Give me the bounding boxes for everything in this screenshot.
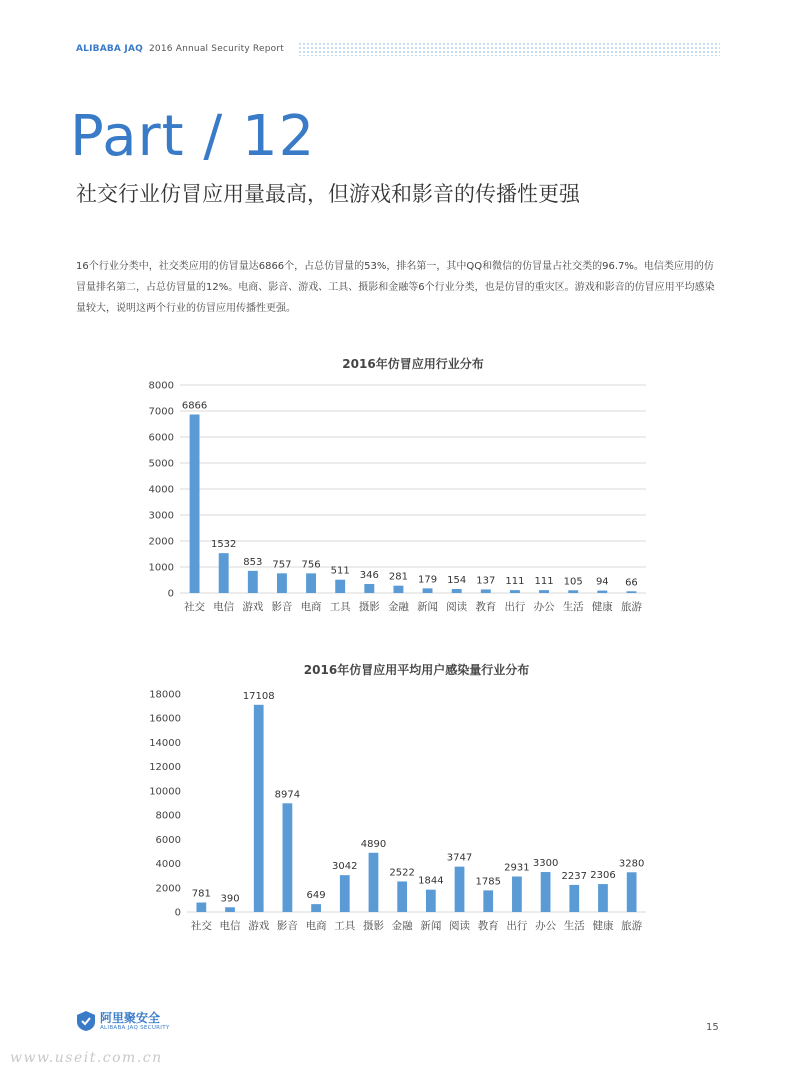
category-label: 影音 — [271, 601, 293, 613]
bar — [455, 867, 465, 912]
y-tick-label: 10000 — [149, 786, 181, 798]
bar — [340, 875, 350, 912]
part-title: Part / 12 — [70, 104, 316, 169]
y-tick-label: 6000 — [148, 432, 174, 444]
category-label: 出行 — [506, 920, 528, 932]
footer-logo-sub: ALIBABA JAQ SECURITY — [100, 1024, 170, 1031]
category-label: 工具 — [334, 920, 356, 932]
category-label: 出行 — [504, 601, 526, 613]
y-tick-label: 2000 — [148, 536, 174, 548]
category-label: 电商 — [305, 920, 327, 932]
data-label: 2306 — [590, 870, 616, 882]
data-label: 6866 — [181, 400, 208, 412]
data-label: 756 — [301, 559, 321, 571]
chart-title: 2016年仿冒应用平均用户感染量行业分布 — [303, 663, 530, 677]
bar — [539, 590, 549, 593]
data-label: 1785 — [475, 876, 501, 888]
category-label: 游戏 — [242, 601, 264, 613]
bar — [335, 580, 345, 593]
y-tick-label: 3000 — [148, 510, 174, 522]
y-tick-label: 2000 — [155, 883, 181, 895]
y-tick-label: 12000 — [149, 762, 181, 774]
bar — [196, 903, 206, 912]
y-tick-label: 18000 — [149, 689, 181, 701]
bar — [569, 885, 579, 912]
category-label: 金融 — [387, 601, 409, 613]
bar — [510, 590, 520, 593]
bar — [626, 591, 636, 593]
bar — [283, 803, 293, 912]
bar — [397, 881, 407, 912]
bar — [512, 877, 522, 912]
bar — [190, 414, 200, 593]
category-label: 旅游 — [620, 601, 642, 613]
data-label: 8974 — [274, 789, 301, 801]
data-label: 3280 — [618, 858, 645, 870]
header-dot-pattern — [298, 42, 720, 56]
data-label: 2931 — [504, 862, 530, 874]
category-label: 工具 — [329, 601, 351, 613]
data-label: 1844 — [418, 875, 444, 887]
data-label: 853 — [243, 556, 263, 568]
data-label: 111 — [505, 576, 525, 588]
category-label: 影音 — [276, 920, 298, 932]
data-label: 17108 — [242, 690, 275, 702]
bar — [483, 890, 493, 912]
header-title: 2016 Annual Security Report — [149, 44, 284, 54]
category-label: 教育 — [477, 920, 499, 932]
bar — [311, 904, 321, 912]
data-label: 66 — [625, 577, 638, 589]
section-subtitle: 社交行业仿冒应用量最高，但游戏和影音的传播性更强 — [76, 182, 580, 206]
data-label: 649 — [306, 890, 326, 902]
bar — [393, 586, 403, 593]
data-label: 2237 — [561, 870, 588, 882]
category-label: 电信 — [219, 920, 241, 932]
data-label: 390 — [220, 893, 240, 905]
y-tick-label: 0 — [174, 907, 181, 919]
y-tick-label: 4000 — [148, 484, 174, 496]
y-tick-label: 7000 — [148, 406, 174, 418]
shield-logo-icon — [76, 1010, 96, 1032]
chart-title: 2016年仿冒应用行业分布 — [342, 357, 484, 371]
data-label: 2522 — [389, 867, 415, 879]
data-label: 4890 — [360, 838, 387, 850]
y-tick-label: 14000 — [149, 737, 181, 749]
avg-infection-chart — [0, 655, 794, 945]
running-header — [76, 44, 284, 54]
y-tick-label: 6000 — [155, 834, 181, 846]
data-label: 346 — [359, 570, 379, 582]
bar — [568, 590, 578, 593]
y-tick-label: 8000 — [148, 380, 174, 392]
bar — [306, 573, 316, 593]
watermark: www.useit.com.cn — [10, 1050, 163, 1066]
category-label: 旅游 — [621, 920, 643, 932]
category-label: 阅读 — [446, 601, 468, 613]
category-label: 新闻 — [420, 920, 442, 932]
data-label: 111 — [534, 576, 554, 588]
category-label: 健康 — [592, 920, 614, 932]
bar — [423, 588, 433, 593]
category-label: 阅读 — [449, 920, 471, 932]
category-label: 办公 — [533, 601, 555, 613]
bar — [597, 591, 607, 593]
bar — [369, 853, 379, 912]
bar — [598, 884, 608, 912]
data-label: 3042 — [332, 861, 358, 873]
industry-distribution-chart — [0, 350, 794, 620]
bar — [481, 589, 491, 593]
bar — [225, 907, 235, 912]
bar — [248, 571, 258, 593]
y-tick-label: 0 — [167, 588, 174, 600]
bar — [254, 705, 264, 912]
page-number: 15 — [706, 1022, 719, 1033]
bar — [426, 890, 436, 912]
data-label: 511 — [330, 565, 350, 577]
category-label: 办公 — [535, 920, 557, 932]
data-label: 137 — [476, 575, 496, 587]
data-label: 154 — [447, 574, 467, 586]
data-label: 3747 — [446, 852, 473, 864]
data-label: 1532 — [210, 539, 237, 551]
data-label: 781 — [191, 888, 211, 900]
category-label: 教育 — [475, 601, 497, 613]
data-label: 179 — [418, 574, 438, 586]
bar — [219, 553, 229, 593]
category-label: 摄影 — [362, 920, 384, 932]
y-tick-label: 4000 — [155, 859, 181, 871]
footer-logo — [76, 1010, 170, 1032]
category-label: 摄影 — [358, 601, 380, 613]
y-tick-label: 1000 — [148, 562, 174, 574]
category-label: 健康 — [591, 601, 613, 613]
bar — [277, 573, 287, 593]
category-label: 金融 — [391, 920, 413, 932]
bar — [452, 589, 462, 593]
data-label: 3300 — [532, 858, 559, 870]
y-tick-label: 5000 — [148, 458, 174, 470]
bar — [364, 584, 374, 593]
footer-logo-name: 阿里聚安全 — [100, 1010, 161, 1025]
category-label: 新闻 — [417, 601, 439, 613]
bar — [627, 872, 637, 912]
data-label: 757 — [272, 559, 292, 571]
body-paragraph: 16个行业分类中，社交类应用的仿冒量达6866个，占总仿冒量的53%，排名第一，其中QQ和微信的仿冒量占社交类的96.7%。电信类应用的仿冒量排名第二，占总仿冒量的12%。电商、影音、游戏、工具、摄影和金融等6个行业分类，也是仿冒的重灾区。游戏和影音的仿冒应用平均感染量较大，说明这两个行业的仿冒应用传播性更强。 — [76, 261, 715, 314]
category-label: 电信 — [213, 601, 235, 613]
category-label: 社交 — [184, 601, 206, 613]
category-label: 生活 — [562, 601, 584, 613]
data-label: 105 — [563, 576, 583, 588]
y-tick-label: 8000 — [155, 810, 181, 822]
y-tick-label: 16000 — [149, 713, 181, 725]
category-label: 游戏 — [248, 920, 270, 932]
category-label: 电商 — [300, 601, 322, 613]
category-label: 社交 — [190, 920, 212, 932]
bar — [541, 872, 551, 912]
category-label: 生活 — [563, 920, 585, 932]
header-brand: ALIBABA JAQ — [76, 44, 143, 54]
data-label: 281 — [388, 571, 408, 583]
data-label: 94 — [595, 576, 609, 588]
